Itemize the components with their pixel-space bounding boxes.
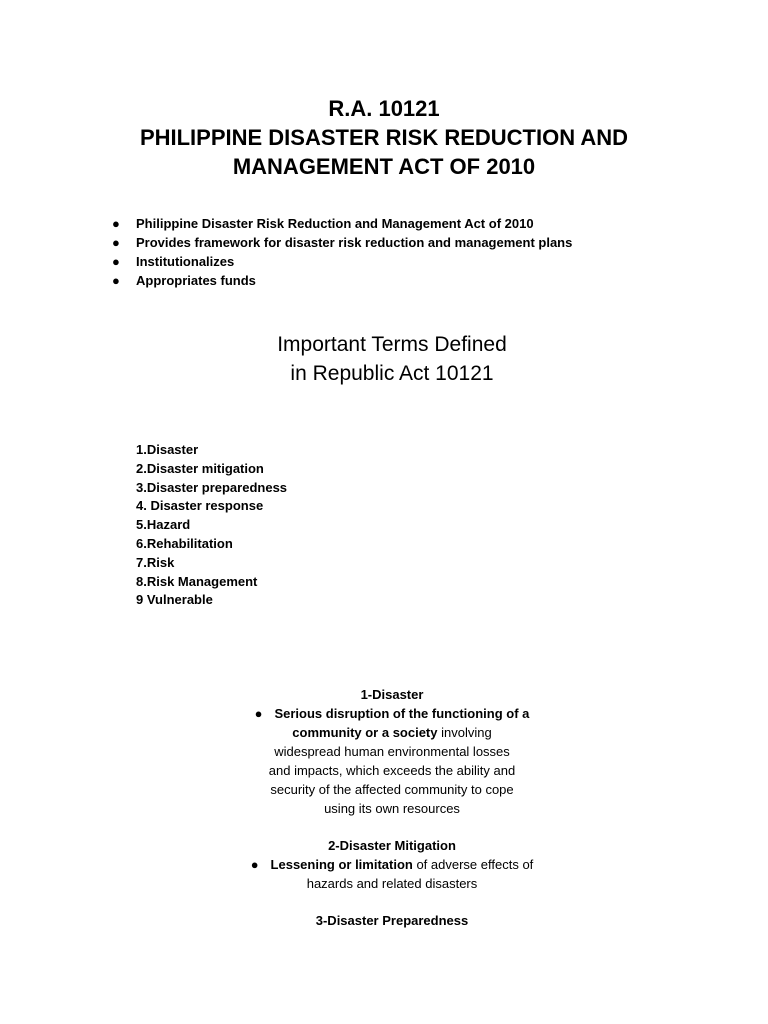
definition-body <box>0 855 768 893</box>
term-item: 9 Vulnerable <box>136 592 213 608</box>
definition-disaster-preparedness <box>0 911 768 930</box>
title-line: R.A. 10121 <box>328 96 440 121</box>
definition-bold-text: Serious disruption of the functioning of a <box>274 706 530 721</box>
terms-list <box>136 441 287 610</box>
subtitle-line: Important Terms Defined <box>277 333 507 356</box>
summary-bullet-text: Institutionalizes <box>136 254 235 269</box>
definition-disaster <box>0 685 768 818</box>
section-subtitle <box>0 330 768 388</box>
definition-text: involving <box>437 725 492 740</box>
definition-line: hazards and related disasters <box>306 876 478 891</box>
term-item: 2.Disaster mitigation <box>136 460 264 476</box>
bullet-dot-icon: ● <box>112 235 120 250</box>
definition-heading: 3-Disaster Preparedness <box>315 913 469 928</box>
definition-line: using its own resources <box>324 801 460 816</box>
definition-line: and impacts, which exceeds the ability and <box>268 763 516 778</box>
bullet-dot-icon: ● <box>250 857 259 872</box>
term-item: 3.Disaster preparedness <box>136 479 288 495</box>
summary-bullet-list <box>112 214 572 290</box>
summary-bullet-text: Provides framework for disaster risk reduction and management plans <box>136 235 573 250</box>
term-item: 8.Risk Management <box>136 573 258 589</box>
subtitle-line: in Republic Act 10121 <box>290 362 494 385</box>
definition-line: widespread human environmental losses <box>274 744 510 759</box>
document-title <box>0 94 768 181</box>
summary-bullet <box>112 214 572 233</box>
bullet-dot-icon: ● <box>112 273 120 288</box>
title-line: MANAGEMENT ACT OF 2010 <box>232 154 536 179</box>
definition-line <box>0 704 768 723</box>
definition-disaster-mitigation <box>0 836 768 893</box>
summary-bullet-text: Appropriates funds <box>136 273 256 288</box>
bullet-dot-icon: ● <box>112 216 120 231</box>
definition-line: security of the affected community to cope <box>270 782 514 797</box>
definition-line <box>0 855 768 874</box>
summary-bullet <box>112 252 572 271</box>
definition-text: of adverse effects of <box>412 857 534 872</box>
definition-bold-text: community or a society <box>292 725 438 740</box>
term-item: 4. Disaster response <box>136 498 264 514</box>
bullet-dot-icon: ● <box>254 706 263 721</box>
term-item: 5.Hazard <box>136 517 191 533</box>
summary-bullet <box>112 233 572 252</box>
summary-bullet <box>112 271 572 290</box>
definition-body <box>0 704 768 818</box>
definition-line <box>0 723 768 742</box>
term-item: 7.Risk <box>136 554 175 570</box>
bullet-dot-icon: ● <box>112 254 120 269</box>
definition-heading: 2-Disaster Mitigation <box>328 838 456 853</box>
term-item: 6.Rehabilitation <box>136 535 233 551</box>
summary-bullet-text: Philippine Disaster Risk Reduction and Management Act of 2010 <box>136 216 534 231</box>
definitions-section <box>0 685 768 930</box>
term-item: 1.Disaster <box>136 442 199 457</box>
title-line: PHILIPPINE DISASTER RISK REDUCTION AND <box>139 125 629 150</box>
definition-heading: 1-Disaster <box>360 687 424 702</box>
definition-bold-text: Lessening or limitation <box>270 857 413 872</box>
